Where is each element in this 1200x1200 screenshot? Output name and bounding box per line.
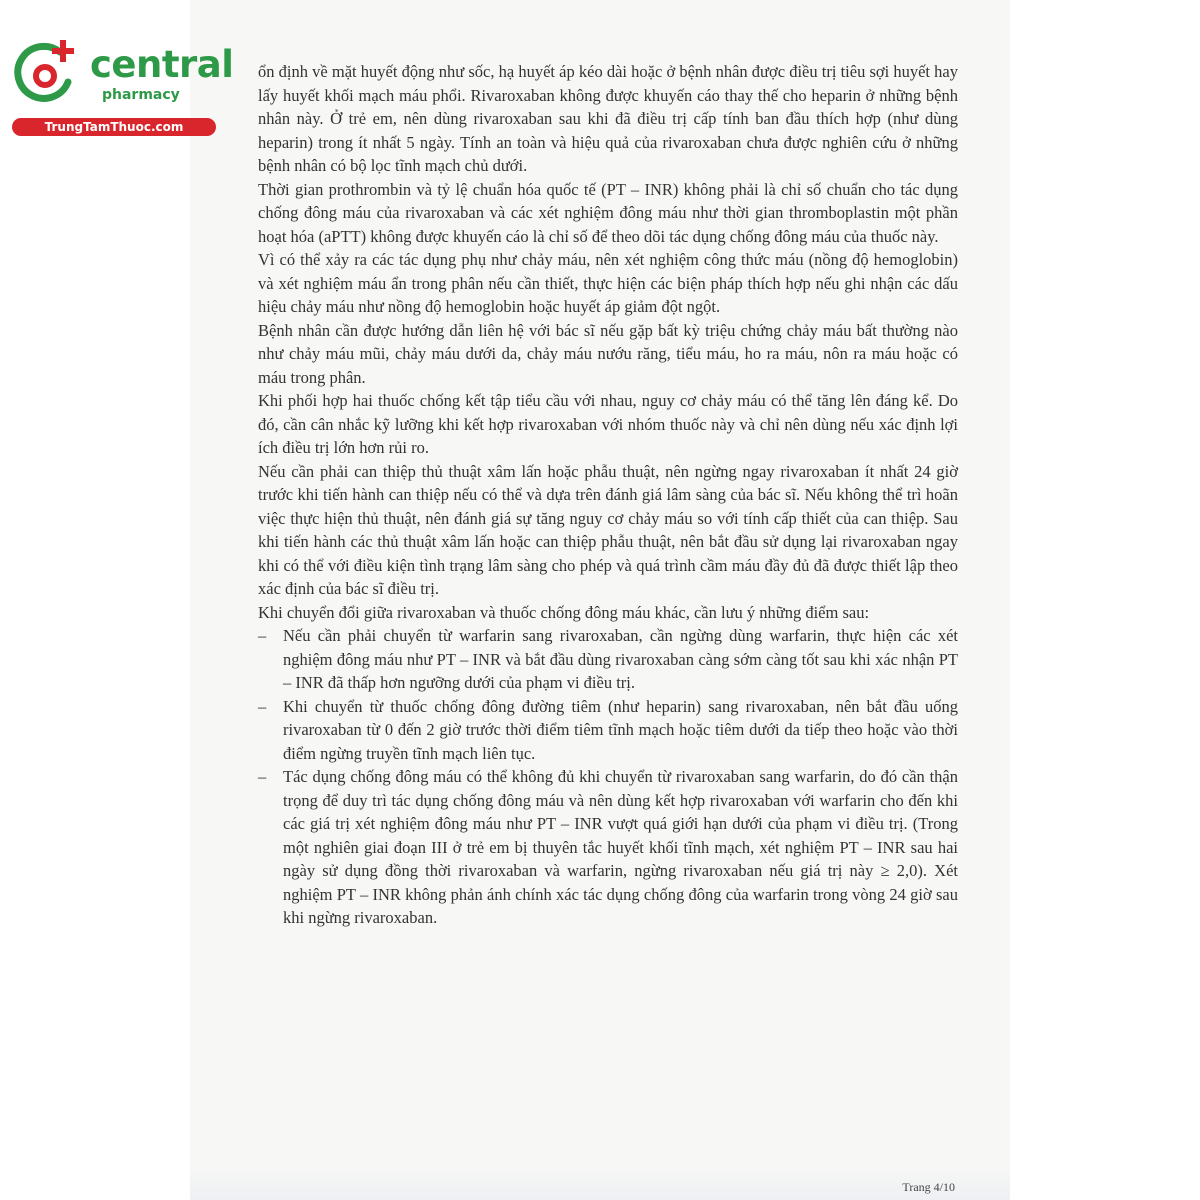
bullet-text: Khi chuyển từ thuốc chống đông đường tiêm (như heparin) sang rivaroxaban, nên bắt đầu uống rivaroxaban từ 0 đến 2 giờ trước thời điểm tiêm tĩnh mạch hoặc tiêm dưới da tiếp theo hoặc vào thời điểm ngừng truyền tĩnh mạch liên tục. [283,696,958,763]
paragraph: Bệnh nhân cần được hướng dẫn liên hệ với bác sĩ nếu gặp bất kỳ triệu chứng chảy máu bất thường nào như chảy máu mũi, chảy máu dưới da, chảy máu nướu răng, tiểu máu, ho ra máu, nôn ra máu hoặc có máu trong phân. [258,320,958,387]
pharmacy-cross-icon [10,38,80,106]
brand-subtitle: pharmacy [102,87,180,103]
bullet-dash: – [258,626,267,645]
paragraph: Khi chuyển đổi giữa rivaroxaban và thuốc chống đông máu khác, cần lưu ý những điểm sau: [258,602,870,622]
bullet-text: Tác dụng chống đông máu có thể không đủ khi chuyển từ rivaroxaban sang warfarin, do đó cần thận trọng để duy trì tác dụng chống đông máu và nên dùng kết hợp rivaroxaban với warfarin cho đến khi các giá trị xét nghiệm đông máu như PT – INR vượt quá giới hạn dưới của phạm vi điều trị. (Trong một nghiên giai đoạn III ở trẻ em bị thuyên tắc huyết khối tĩnh mạch, xét nghiệm PT – INR sau hai ngày sử dụng đồng thời rivaroxaban và warfarin, ngừng rivaroxaban nếu giá trị này ≥ 2,0). Xét nghiệm PT – INR không phản ánh chính xác tác dụng chống đông của warfarin trong vòng 24 giờ sau khi ngừng rivaroxaban. [283,767,958,927]
bullet-item [258,765,958,930]
bullet-item [258,624,958,695]
scan-bottom-edge [190,1165,1010,1200]
document-body [258,60,958,930]
paragraph: Thời gian prothrombin và tỷ lệ chuẩn hóa quốc tế (PT – INR) không phải là chỉ số chuẩn cho tác dụng chống đông máu của rivaroxaban và các xét nghiệm đông máu như thời gian thromboplastin một phần hoạt hóa (aPTT) không được khuyến cáo là chỉ số để theo dõi tác dụng chống đông máu của thuốc này. [258,179,958,246]
bullet-dash: – [258,696,267,716]
paragraph: Vì có thể xảy ra các tác dụng phụ như chảy máu, nên xét nghiệm công thức máu (nồng độ hemoglobin) và xét nghiệm máu ẩn trong phân nếu cần thiết, thực hiện các biện pháp thích hợp nếu ghi nhận các dấu hiệu chảy máu như nồng độ hemoglobin hoặc huyết áp giảm đột ngột. [258,250,958,316]
paragraph: Khi phối hợp hai thuốc chống kết tập tiểu cầu với nhau, nguy cơ chảy máu có thể tăng lên đáng kể. Do đó, cần cân nhắc kỹ lưỡng khi kết hợp rivaroxaban với nhóm thuốc này và chỉ nên dùng nếu xác định lợi ích điều trị lớn hơn rủi ro. [258,391,958,457]
bullet-text: Nếu cần phải chuyển từ warfarin sang rivaroxaban, cần ngừng dùng warfarin, thực hiện các xét nghiệm đông máu như PT – INR và bắt đầu dùng rivaroxaban càng sớm càng tốt sau khi xác nhận PT – INR đã thấp hơn ngưỡng dưới của phạm vi điều trị. [283,626,958,692]
central-pharmacy-logo[interactable] [10,38,234,138]
bullet-item [258,695,958,766]
paragraph: Nếu cần phải can thiệp thủ thuật xâm lấn hoặc phẫu thuật, nên ngừng ngay rivaroxaban ít nhất 24 giờ trước khi tiến hành can thiệp nếu có thể và dựa trên đánh giá lâm sàng của bác sĩ. Nếu không thể trì hoãn việc thực hiện thủ thuật, nên đánh giá sự tăng nguy cơ chảy máu so với tính cấp thiết của can thiệp. Sau khi tiến hành các thủ thuật xâm lấn hoặc can thiệp phẫu thuật, nên bắt đầu sử dụng lại rivaroxaban ngay khi có thể với điều kiện tình trạng lâm sàng cho phép và quá trình cầm máu đầy đủ đã được thiết lập theo xác định của bác sĩ điều trị. [258,461,958,598]
paragraph: ổn định về mặt huyết động như sốc, hạ huyết áp kéo dài hoặc ở bệnh nhân được điều trị tiêu sợi huyết hay lấy huyết khối mạch máu phổi. Rivaroxaban không được khuyến cáo thay thế cho heparin ở những bệnh nhân này. Ở trẻ em, nên dùng rivaroxaban sau khi đã điều trị cấp tính ban đầu thích hợp (như dùng heparin) trong ít nhất 5 ngày. Tính an toàn và hiệu quả của rivaroxaban chưa được nghiên cứu ở những bệnh nhân có bộ lọc tĩnh mạch chủ dưới. [258,62,958,175]
bullet-dash: – [258,767,267,786]
site-url-badge[interactable]: TrungTamThuoc.com [12,118,216,136]
brand-name: central [90,43,234,86]
page-number: Trang 4/10 [902,1180,955,1194]
